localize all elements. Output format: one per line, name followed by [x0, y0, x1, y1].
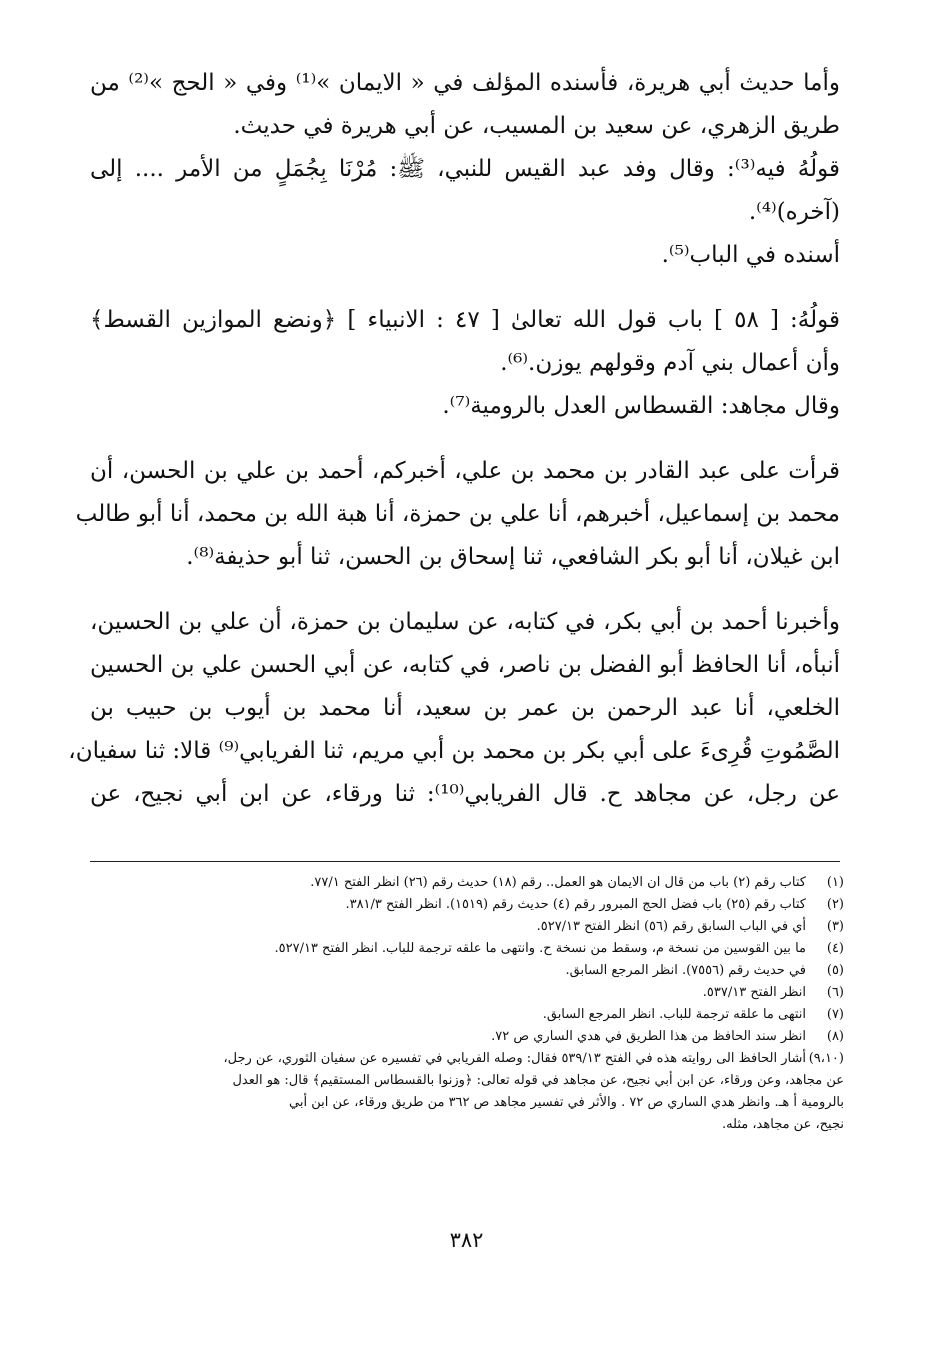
footnote-text: انظر سند الحافظ من هذا الطريق في هدي الساري ص ٧٢.: [491, 1029, 806, 1044]
text-line: قولُهُ: [ ٥٨ ] باب قول الله تعالىٰ [ ٤٧ : الانبياء ] ﴿ونضع الموازين القسط﴾: [90, 307, 840, 333]
footnote-text: أي في الباب السابق رقم (٥٦) انظر الفتح ٥٢٧/١٣.: [536, 919, 806, 934]
footnote-continuation: نجيح، عن مجاهد، مثله.: [721, 1117, 844, 1132]
footnote-number: (٤): [826, 941, 844, 956]
text-line: ابن غيلان، أنا أبو بكر الشافعي، ثنا إسحاق بن الحسن، ثنا أبو حذيفة⁽⁸⁾.: [186, 544, 840, 570]
paragraph: [90, 62, 840, 148]
paragraph: [90, 148, 840, 277]
footnote-number: (١): [826, 875, 844, 890]
footnote-number: (٣): [826, 919, 844, 934]
main-text: [68, 62, 841, 816]
text-line: الخلعي، أنا عبد الرحمن بن عمر بن سعيد، أنا محمد بن أيوب بن حبيب بن: [90, 695, 840, 721]
footnote: [100, 982, 844, 1004]
footnote-number: (٥): [826, 963, 844, 978]
footnote-number: (٧): [826, 1007, 844, 1022]
text-line: وقال مجاهد: القسطاس العدل بالرومية⁽⁷⁾.: [442, 393, 840, 419]
footnote-text: انتهى ما علقه ترجمة للباب. انظر المرجع السابق.: [542, 1007, 806, 1022]
footnote-text: كتاب رقم (٢٥) باب فضل الحج المبرور رقم (٤) حديث رقم (١٥١٩). انظر الفتح ٣٨١/٣.: [345, 897, 806, 912]
text-line: وأما حديث أبي هريرة، فأسنده المؤلف في « الايمان »⁽¹⁾ وفي « الحج »⁽²⁾ من: [90, 70, 840, 96]
footnote-continuation: عن مجاهد، وعن ورقاء، عن ابن أبي نجيح، عن مجاهد في قوله تعالى: ﴿وزنوا بالقسطاس المستقيم﴾ قال: هو العدل: [232, 1073, 844, 1088]
paragraph: [75, 450, 841, 579]
footnote: [100, 1048, 844, 1070]
footnote: [100, 916, 844, 938]
footnote-number: (٩،١٠): [808, 1051, 844, 1066]
text-line: (آخره)⁽⁴⁾.: [748, 199, 840, 225]
footnote-text: كتاب رقم (٢) باب من قال ان الايمان هو العمل.. رقم (١٨) حديث رقم (٢٦) انظر الفتح ٧٧/١.: [310, 875, 806, 890]
text-line: وأن أعمال بني آدم وقولهم يوزن.⁽⁶⁾.: [500, 350, 840, 376]
footnote-text: انظر الفتح ٥٣٧/١٣.: [702, 985, 806, 1000]
footnote-divider: [90, 861, 840, 862]
footnote-number: (٢): [826, 897, 844, 912]
paragraph: [90, 299, 840, 428]
footnote-text: في حديث رقم (٧٥٥٦). انظر المرجع السابق.: [565, 963, 806, 978]
text-line: الصَّمُوتِ قُرِىءَ على أبي بكر بن محمد بن أبي مريم، ثنا الفريابي⁽⁹⁾ قالا: ثنا سفيان،: [68, 738, 840, 764]
footnote: [100, 960, 844, 982]
text-line: أنبأه، أنا الحافظ أبو الفضل بن ناصر، في كتابه، عن أبي الحسن علي بن الحسين: [90, 652, 840, 678]
footnote-continuation: بالرومية أ هـ. وانظر هدي الساري ص ٧٢ . والأثر في تفسير مجاهد ص ٣٦٢ من طريق ورقاء، عن ابن أبي: [289, 1095, 844, 1110]
text-line: وأخبرنا أحمد بن أبي بكر، في كتابه، عن سليمان بن حمزة، أن علي بن الحسين،: [90, 609, 840, 635]
paragraph: [68, 601, 840, 816]
footnote: [100, 938, 844, 960]
text-line: قولُهُ فيه⁽³⁾: وقال وفد عبد القيس للنبي، ﷺ: مُرْنَا بِجُمَلٍ من الأمر .... إلى: [90, 156, 840, 182]
footnote: [100, 894, 844, 916]
footnotes: [100, 872, 844, 1136]
footnote-number: (٨): [826, 1029, 844, 1044]
page-number: ٣٨٢: [449, 1228, 484, 1252]
text-line: عن رجل، عن مجاهد ح. قال الفريابي⁽¹⁰⁾: ثنا ورقاء، عن ابن أبي نجيح، عن: [90, 781, 840, 807]
text-line: طريق الزهري، عن سعيد بن المسيب، عن أبي هريرة في حديث.: [233, 113, 840, 139]
footnote-text: ما بين القوسين من نسخة م، وسقط من نسخة ح. وانتهى ما علقه ترجمة للباب. انظر الفتح ٥٢٧/١٣.: [274, 941, 806, 956]
text-line: قرأت على عبد القادر بن محمد بن علي، أخبركم، أحمد بن علي بن الحسن، أن: [90, 458, 841, 484]
footnote-number: (٦): [826, 985, 844, 1000]
footnote-text: أشار الحافظ الى روايته هذه في الفتح ٥٣٩/١٣ فقال: وصله الفريابي في تفسيره عن سفيان الثوري، عن رجل،: [223, 1051, 806, 1066]
footnote: [100, 872, 844, 894]
text-line: محمد بن إسماعيل، أخبرهم، أنا علي بن حمزة، أنا هبة الله بن محمد، أنا أبو طالب: [75, 501, 840, 527]
footnote: [100, 1026, 844, 1048]
footnote: [100, 1004, 844, 1026]
text-line: أسنده في الباب⁽⁵⁾.: [661, 242, 840, 268]
